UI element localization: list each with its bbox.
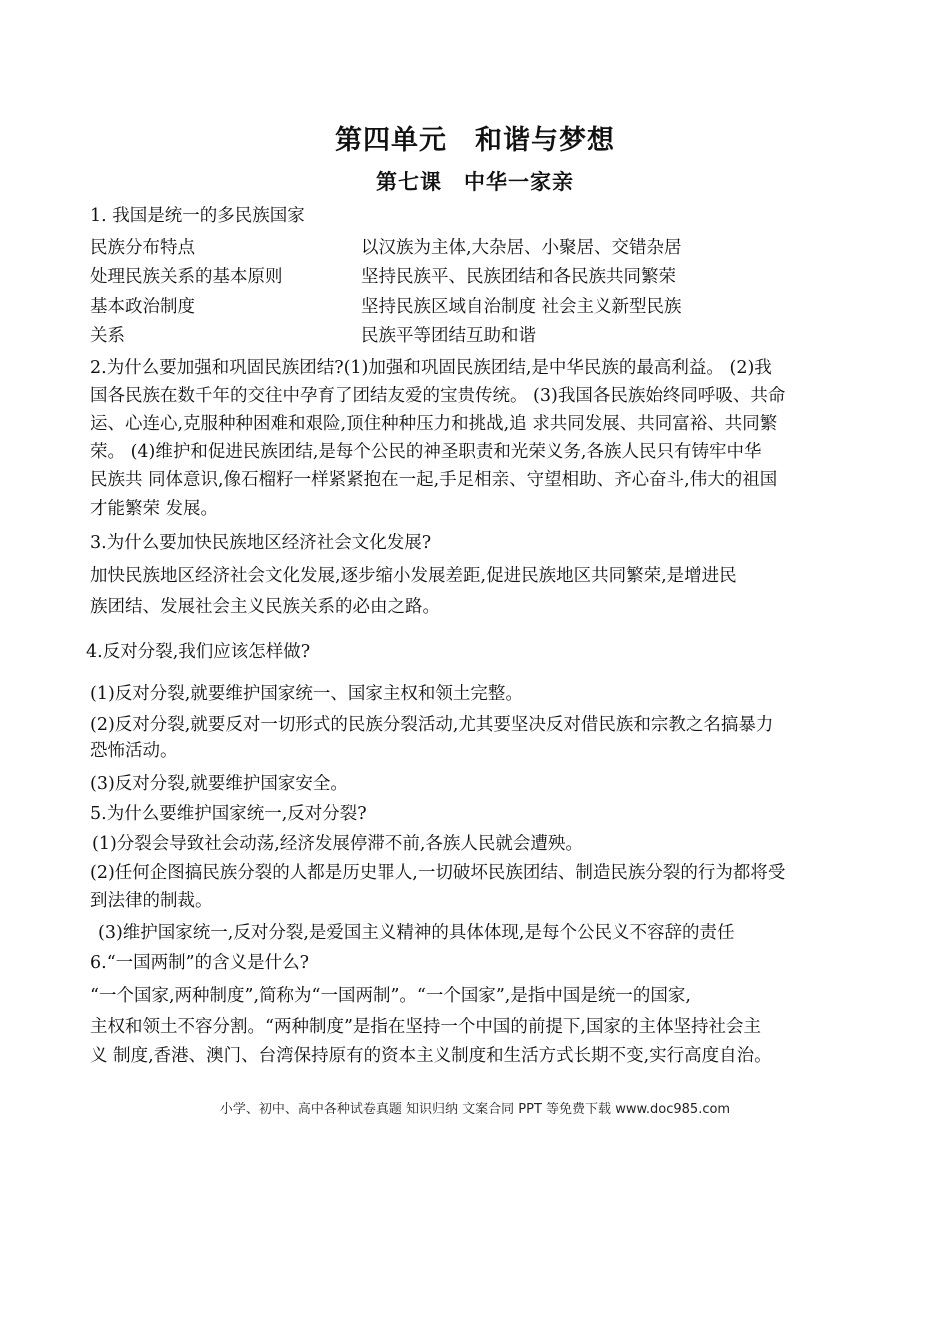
table-row-label: 基本政治制度 — [90, 297, 195, 317]
lesson-title: 第七课 中华一家亲 — [376, 170, 574, 194]
section4-heading: 4.反对分裂,我们应该怎样做? — [86, 642, 311, 662]
section3-line: 加快民族地区经济社会文化发展,逐步缩小发展差距,促进民族地区共同繁荣,是增进民 — [90, 566, 737, 586]
section5-line: 到法律的制裁。 — [90, 891, 213, 911]
table-row-value: 以汉族为主体,大杂居、小聚居、交错杂居 — [361, 238, 682, 258]
section2-line: 国各民族在数千年的交往中孕育了团结友爱的宝贵传统。 (3)我国各民族始终同呼吸、共命 — [90, 386, 786, 406]
table-row-value: 坚持民族区域自治制度 社会主义新型民族 — [361, 297, 682, 317]
table-row-label: 民族分布特点 — [90, 238, 195, 258]
table-row-label: 处理民族关系的基本原则 — [90, 267, 283, 287]
section1-heading: 1. 我国是统一的多民族国家 — [90, 206, 305, 226]
section6-line: 义 制度,香港、澳门、台湾保持原有的资本主义制度和生活方式长期不变,实行高度自治。 — [90, 1046, 772, 1066]
section5-line: (2)任何企图搞民族分裂的人都是历史罪人,一切破坏民族团结、制造民族分裂的行为都将受 — [90, 863, 786, 883]
section4-line: 恐怖活动。 — [90, 741, 178, 761]
section4-line: (2)反对分裂,就要反对一切形式的民族分裂活动,尤其要坚决反对借民族和宗教之名搞暴力 — [90, 715, 774, 735]
section5-heading: 5.为什么要维护国家统一,反对分裂? — [90, 804, 367, 824]
unit-title: 第四单元 和谐与梦想 — [335, 125, 615, 156]
section3-heading: 3.为什么要加快民族地区经济社会文化发展? — [90, 533, 432, 553]
footer-text[interactable]: 小学、初中、高中各种试卷真题 知识归纳 文案合同 PPT 等免费下载 www.doc985.com — [219, 1102, 731, 1117]
section5-line: (3)维护国家统一,反对分裂,是爱国主义精神的具体体现,是每个公民义不容辞的责任 — [98, 923, 735, 943]
section4-line: (1)反对分裂,就要维护国家统一、国家主权和领土完整。 — [90, 684, 523, 704]
section2-line: 运、心连心,克服种种困难和艰险,顶住种种压力和挑战,追 求共同发展、共同富裕、共同繁 — [90, 414, 778, 434]
section2-line: 荣。 (4)维护和促进民族团结,是每个公民的神圣职责和光荣义务,各族人民只有铸牢中华 — [90, 442, 762, 462]
section2-line: 2.为什么要加强和巩固民族团结?(1)加强和巩固民族团结,是中华民族的最高利益。 (2)我 — [90, 358, 772, 378]
section6-line: “一个国家,两种制度”,简称为“一国两制”。“一个国家”,是指中国是统一的国家, — [90, 986, 691, 1006]
table-row-value: 坚持民族平、民族团结和各民族共同繁荣 — [361, 267, 676, 287]
section6-line: 主权和领土不容分割。“两种制度”是指在坚持一个中国的前提下,国家的主体坚持社会主 — [90, 1017, 761, 1037]
table-row-label: 关系 — [90, 326, 125, 346]
table-row-value: 民族平等团结互助和谐 — [361, 326, 536, 346]
section3-line: 族团结、发展社会主义民族关系的必由之路。 — [90, 597, 440, 617]
section5-line: (1)分裂会导致社会动荡,经济发展停滞不前,各族人民就会遭殃。 — [92, 834, 583, 854]
section2-line: 才能繁荣 发展。 — [90, 499, 219, 519]
section6-heading: 6.“一国两制”的含义是什么? — [90, 953, 309, 973]
section4-line: (3)反对分裂,就要维护国家安全。 — [90, 774, 348, 794]
section2-line: 民族共 同体意识,像石榴籽一样紧紧抱在一起,手足相亲、守望相助、齐心奋斗,伟大的祖国 — [90, 470, 778, 490]
